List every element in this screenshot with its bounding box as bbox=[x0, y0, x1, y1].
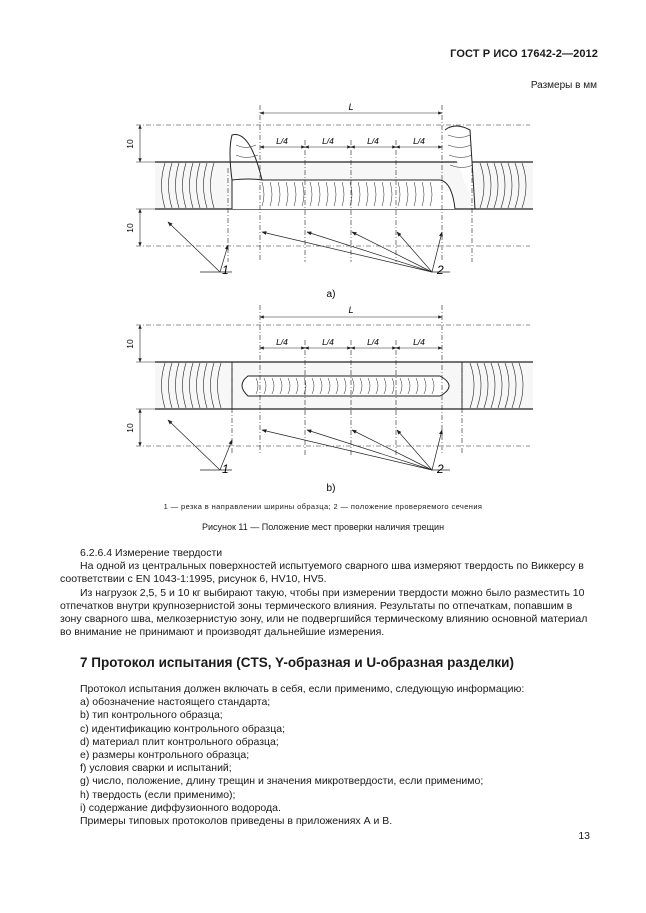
dim-quarter-a4: L/4 bbox=[413, 136, 425, 146]
dim-quarter-a1: L/4 bbox=[276, 136, 288, 146]
dim-quarter-b1: L/4 bbox=[276, 337, 288, 347]
list-item: g) число, положение, длину трещин и значения микротвердости, если применимо; bbox=[80, 775, 484, 788]
body-text bbox=[60, 547, 590, 639]
dim-thickness-b-bottom: 10 bbox=[125, 423, 135, 433]
dim-quarter-b3: L/4 bbox=[367, 337, 379, 347]
dim-L-b: L bbox=[348, 305, 354, 315]
list-item: d) материал плит контрольного образца; bbox=[80, 735, 279, 748]
protocol-list bbox=[80, 683, 590, 828]
standard-header: ГОСТ Р ИСО 17642-2—2012 bbox=[450, 48, 598, 60]
dim-thickness-b-top: 10 bbox=[125, 339, 135, 349]
list-item: a) обозначение настоящего стандарта; bbox=[80, 696, 271, 709]
callout-2-b: 2 bbox=[437, 462, 444, 476]
figure-caption: Рисунок 11 — Положение мест проверки наличия трещин bbox=[201, 522, 445, 532]
list-item: e) размеры контрольного образца; bbox=[80, 749, 250, 762]
figure-b bbox=[136, 305, 533, 470]
figure-a bbox=[136, 105, 533, 272]
list-item: b) тип контрольного образца; bbox=[80, 709, 223, 722]
figure-legend: 1 — резка в направлении ширины образца; 2 — положение проверяемого сечения bbox=[163, 502, 483, 511]
list-item: f) условия сварки и испытаний; bbox=[80, 762, 232, 775]
list-intro: Протокол испытания должен включать в себя, если применимо, следующую информацию: bbox=[80, 683, 525, 695]
dim-quarter-b2: L/4 bbox=[322, 337, 334, 347]
page-number: 13 bbox=[578, 830, 590, 842]
list-item: h) твердость (если применимо); bbox=[80, 788, 236, 801]
dim-L-a: L bbox=[348, 102, 354, 112]
sublabel-b: b) bbox=[326, 483, 336, 494]
list-item: i) содержание диффузионного водорода. bbox=[80, 801, 281, 814]
dim-thickness-a-bottom: 10 bbox=[125, 223, 135, 233]
dim-thickness-a-top: 10 bbox=[125, 139, 135, 149]
list-item: c) идентификацию контрольного образца; bbox=[80, 722, 286, 735]
dim-quarter-a2: L/4 bbox=[322, 136, 334, 146]
paragraph-2: Из нагрузок 2,5, 5 и 10 кг выбирают такую, чтобы при измерении твердости можно было разместить 10 отпечатков внутри крупнозернистой зоны термического влияния. Результаты по отпечаткам, попавшим в зону сварного шва, мелкозернистую зону, или не подвергшийся термическому влиянию основной материал во внимание не принимают и производят дальнейшие измерения. bbox=[60, 586, 588, 639]
callout-1-b: 1 bbox=[222, 462, 229, 476]
section-7-title: 7 Протокол испытания (CTS, Y-образная и U-образная разделки) bbox=[80, 655, 514, 670]
list-outro: Примеры типовых протоколов приведены в приложениях А и В. bbox=[80, 815, 393, 828]
subsection-heading: 6.2.6.4 Измерение твердости bbox=[80, 547, 223, 559]
units-note: Размеры в мм bbox=[530, 80, 597, 91]
sublabel-a: a) bbox=[326, 289, 336, 300]
dim-quarter-b4: L/4 bbox=[413, 337, 425, 347]
paragraph-1: На одной из центральных поверхностей испытуемого сварного шва измеряют твердость по Виккерсу в соответствии с EN 1043-1:1995, рисунок 6, HV10, HV5. bbox=[60, 560, 584, 586]
dim-quarter-a3: L/4 bbox=[367, 136, 379, 146]
callout-1-a: 1 bbox=[222, 263, 229, 277]
callout-2-a: 2 bbox=[437, 263, 444, 277]
